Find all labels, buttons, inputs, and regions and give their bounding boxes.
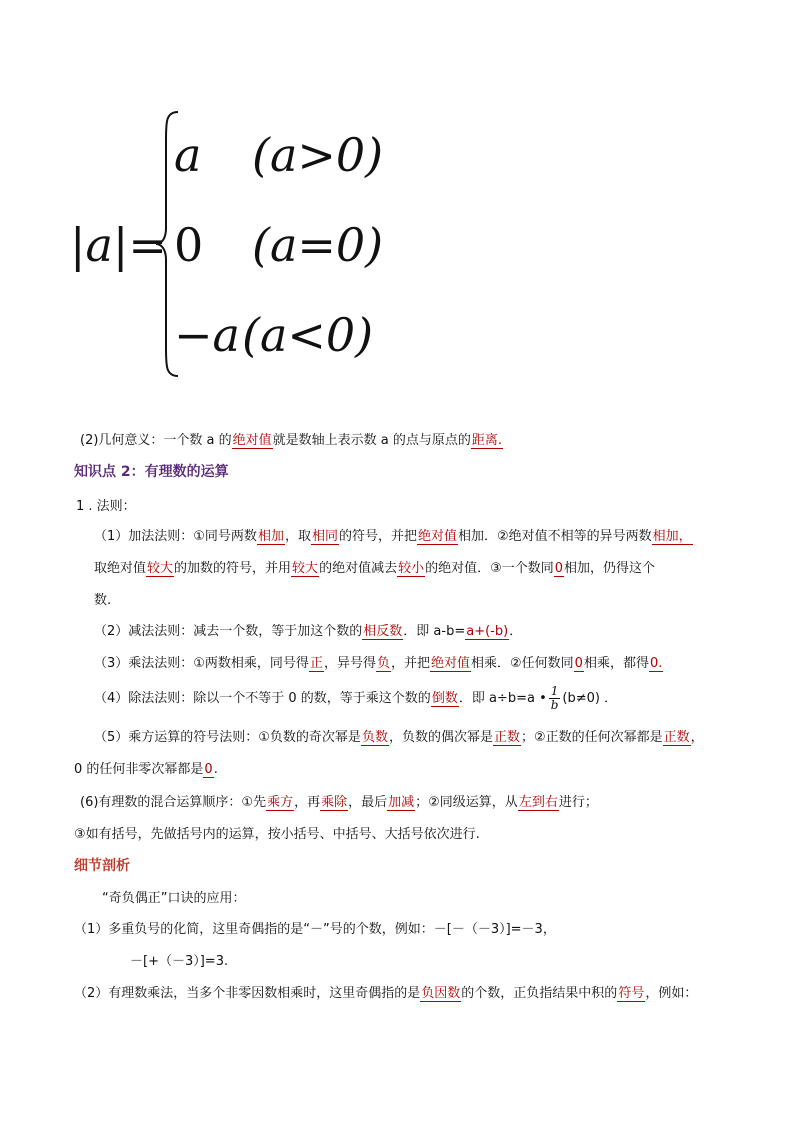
text: ；②同级运算，从 bbox=[415, 795, 518, 810]
text: （4）除法法则：除以一个不等于 0 的数，等于乘这个数的 bbox=[94, 691, 431, 706]
text: ，取 bbox=[284, 529, 311, 544]
text: 相加．②绝对值不相等的异号两数 bbox=[458, 529, 652, 544]
answer: 正数 bbox=[663, 730, 690, 745]
text: ，再 bbox=[294, 795, 321, 810]
text: (6)有理数的混合运算顺序：①先 bbox=[80, 795, 267, 810]
text: 相乘，都得 bbox=[583, 656, 649, 671]
text: ；②正数的任何次幂都是 bbox=[520, 730, 663, 745]
text: (b≠0) ． bbox=[562, 691, 618, 706]
tip-intro: “奇负偶正”口诀的应用： bbox=[102, 891, 246, 906]
text: ．即 a÷b=a • bbox=[458, 691, 547, 706]
answer: 负 bbox=[376, 656, 390, 671]
answer: 较大 bbox=[292, 561, 319, 576]
answer: 倒数 bbox=[431, 691, 458, 706]
fraction-one-over-b bbox=[549, 685, 561, 712]
answer: 乘除 bbox=[321, 795, 348, 810]
absolute-value-formula bbox=[70, 110, 384, 390]
addition-rule-line-2 bbox=[94, 560, 655, 578]
text: ，异号得 bbox=[323, 656, 376, 671]
text: 的个数，正负指结果中积的 bbox=[461, 986, 618, 1001]
text: ．即 a-b= bbox=[403, 624, 466, 639]
mixed-operations-line-2: ③如有括号，先做括号内的运算，按小括号、中括号、大括号依次进行. bbox=[74, 827, 480, 842]
text: 的符号，并把 bbox=[338, 529, 417, 544]
text: （2）有理数乘法，当多个非零因数相乘时，这里奇偶指的是 bbox=[74, 986, 421, 1001]
text: . bbox=[213, 762, 218, 777]
tip-2-line-1 bbox=[74, 985, 697, 1003]
tip-1-line-2: －[+（－3）]=3. bbox=[130, 954, 229, 969]
answer: 相加 bbox=[257, 529, 284, 544]
answer: 符号 bbox=[618, 986, 645, 1001]
section-2-title: 知识点 2：有理数的运算 bbox=[74, 464, 229, 480]
text: 就是数轴上表示数 a 的点与原点的 bbox=[272, 433, 471, 448]
division-rule bbox=[94, 684, 617, 714]
answer: a+(-b) bbox=[466, 624, 509, 639]
addition-rule-line-3: 数. bbox=[94, 593, 112, 608]
text: (2)几何意义：一个数 a 的 bbox=[80, 433, 232, 448]
text: ，例如： bbox=[645, 986, 698, 1001]
subtraction-rule bbox=[94, 623, 522, 641]
rules-title: 1 . 法则： bbox=[76, 499, 136, 514]
case-condition-1: (a>0) bbox=[252, 128, 384, 182]
text: ，并把 bbox=[390, 656, 430, 671]
case-value-3: −a bbox=[174, 308, 240, 362]
text: 取绝对值 bbox=[94, 561, 147, 576]
answer: 相加， bbox=[652, 529, 692, 544]
text: （5）乘方运算的符号法则：①负数的奇次幂是 bbox=[94, 730, 361, 745]
text: 进行； bbox=[558, 795, 598, 810]
multiplication-rule bbox=[94, 655, 663, 673]
text: （2）减法法则：减去一个数，等于加这个数的 bbox=[94, 624, 363, 639]
answer: 正 bbox=[309, 656, 323, 671]
text: ，负数的偶次幂是 bbox=[388, 730, 493, 745]
answer: 0 bbox=[204, 762, 213, 777]
answer: 0 bbox=[554, 561, 564, 576]
detail-analysis-title: 细节剖析 bbox=[74, 858, 130, 874]
geometric-meaning bbox=[80, 432, 503, 450]
answer: 负数 bbox=[361, 730, 388, 745]
text: ，最后 bbox=[348, 795, 388, 810]
text: （3）乘法法则：①两数相乘，同号得 bbox=[94, 656, 309, 671]
answer: 0. bbox=[649, 656, 663, 671]
answer-absolute-value: 绝对值 bbox=[232, 433, 272, 448]
addition-rule-line-1 bbox=[94, 528, 693, 546]
answer: 较小 bbox=[398, 561, 425, 576]
tip-1-line-1: （1）多重负号的化简，这里奇偶指的是“－”号的个数，例如：－[－（－3）]=－3， bbox=[74, 922, 556, 937]
answer: 左到右 bbox=[518, 795, 558, 810]
fraction-numerator: 1 bbox=[549, 685, 561, 699]
answer: 0 bbox=[574, 656, 583, 671]
text: 的绝对值．③一个数同 bbox=[425, 561, 554, 576]
power-sign-rule-line-2 bbox=[74, 761, 218, 779]
answer: 绝对值 bbox=[418, 529, 458, 544]
text: 的加数的符号，并用 bbox=[174, 561, 292, 576]
formula-lhs: |a|= bbox=[70, 218, 167, 272]
text: ， bbox=[690, 730, 704, 745]
answer: 正数 bbox=[493, 730, 520, 745]
mixed-operations-line-1 bbox=[80, 794, 598, 812]
answer: 相同 bbox=[311, 529, 338, 544]
text: 相加，仍得这个 bbox=[564, 561, 656, 576]
case-condition-2: (a=0) bbox=[252, 218, 384, 272]
answer: 较大 bbox=[147, 561, 174, 576]
answer: 负因数 bbox=[421, 986, 461, 1001]
case-condition-3: (a<0) bbox=[242, 308, 374, 362]
answer: 相反数 bbox=[363, 624, 403, 639]
text: ． bbox=[509, 624, 523, 639]
answer: 绝对值 bbox=[431, 656, 471, 671]
answer-distance: 距离. bbox=[471, 433, 503, 448]
fraction-denominator: b bbox=[550, 698, 559, 712]
text: 0 的任何非零次幂都是 bbox=[74, 762, 204, 777]
answer: 乘方 bbox=[267, 795, 294, 810]
text: 相乘．②任何数同 bbox=[471, 656, 574, 671]
case-value-2: 0 bbox=[174, 218, 204, 272]
answer: 加减 bbox=[388, 795, 415, 810]
case-value-1: a bbox=[174, 128, 202, 182]
text: （1）加法法则：①同号两数 bbox=[94, 529, 257, 544]
text: 的绝对值减去 bbox=[319, 561, 398, 576]
power-sign-rule-line-1 bbox=[94, 729, 704, 747]
